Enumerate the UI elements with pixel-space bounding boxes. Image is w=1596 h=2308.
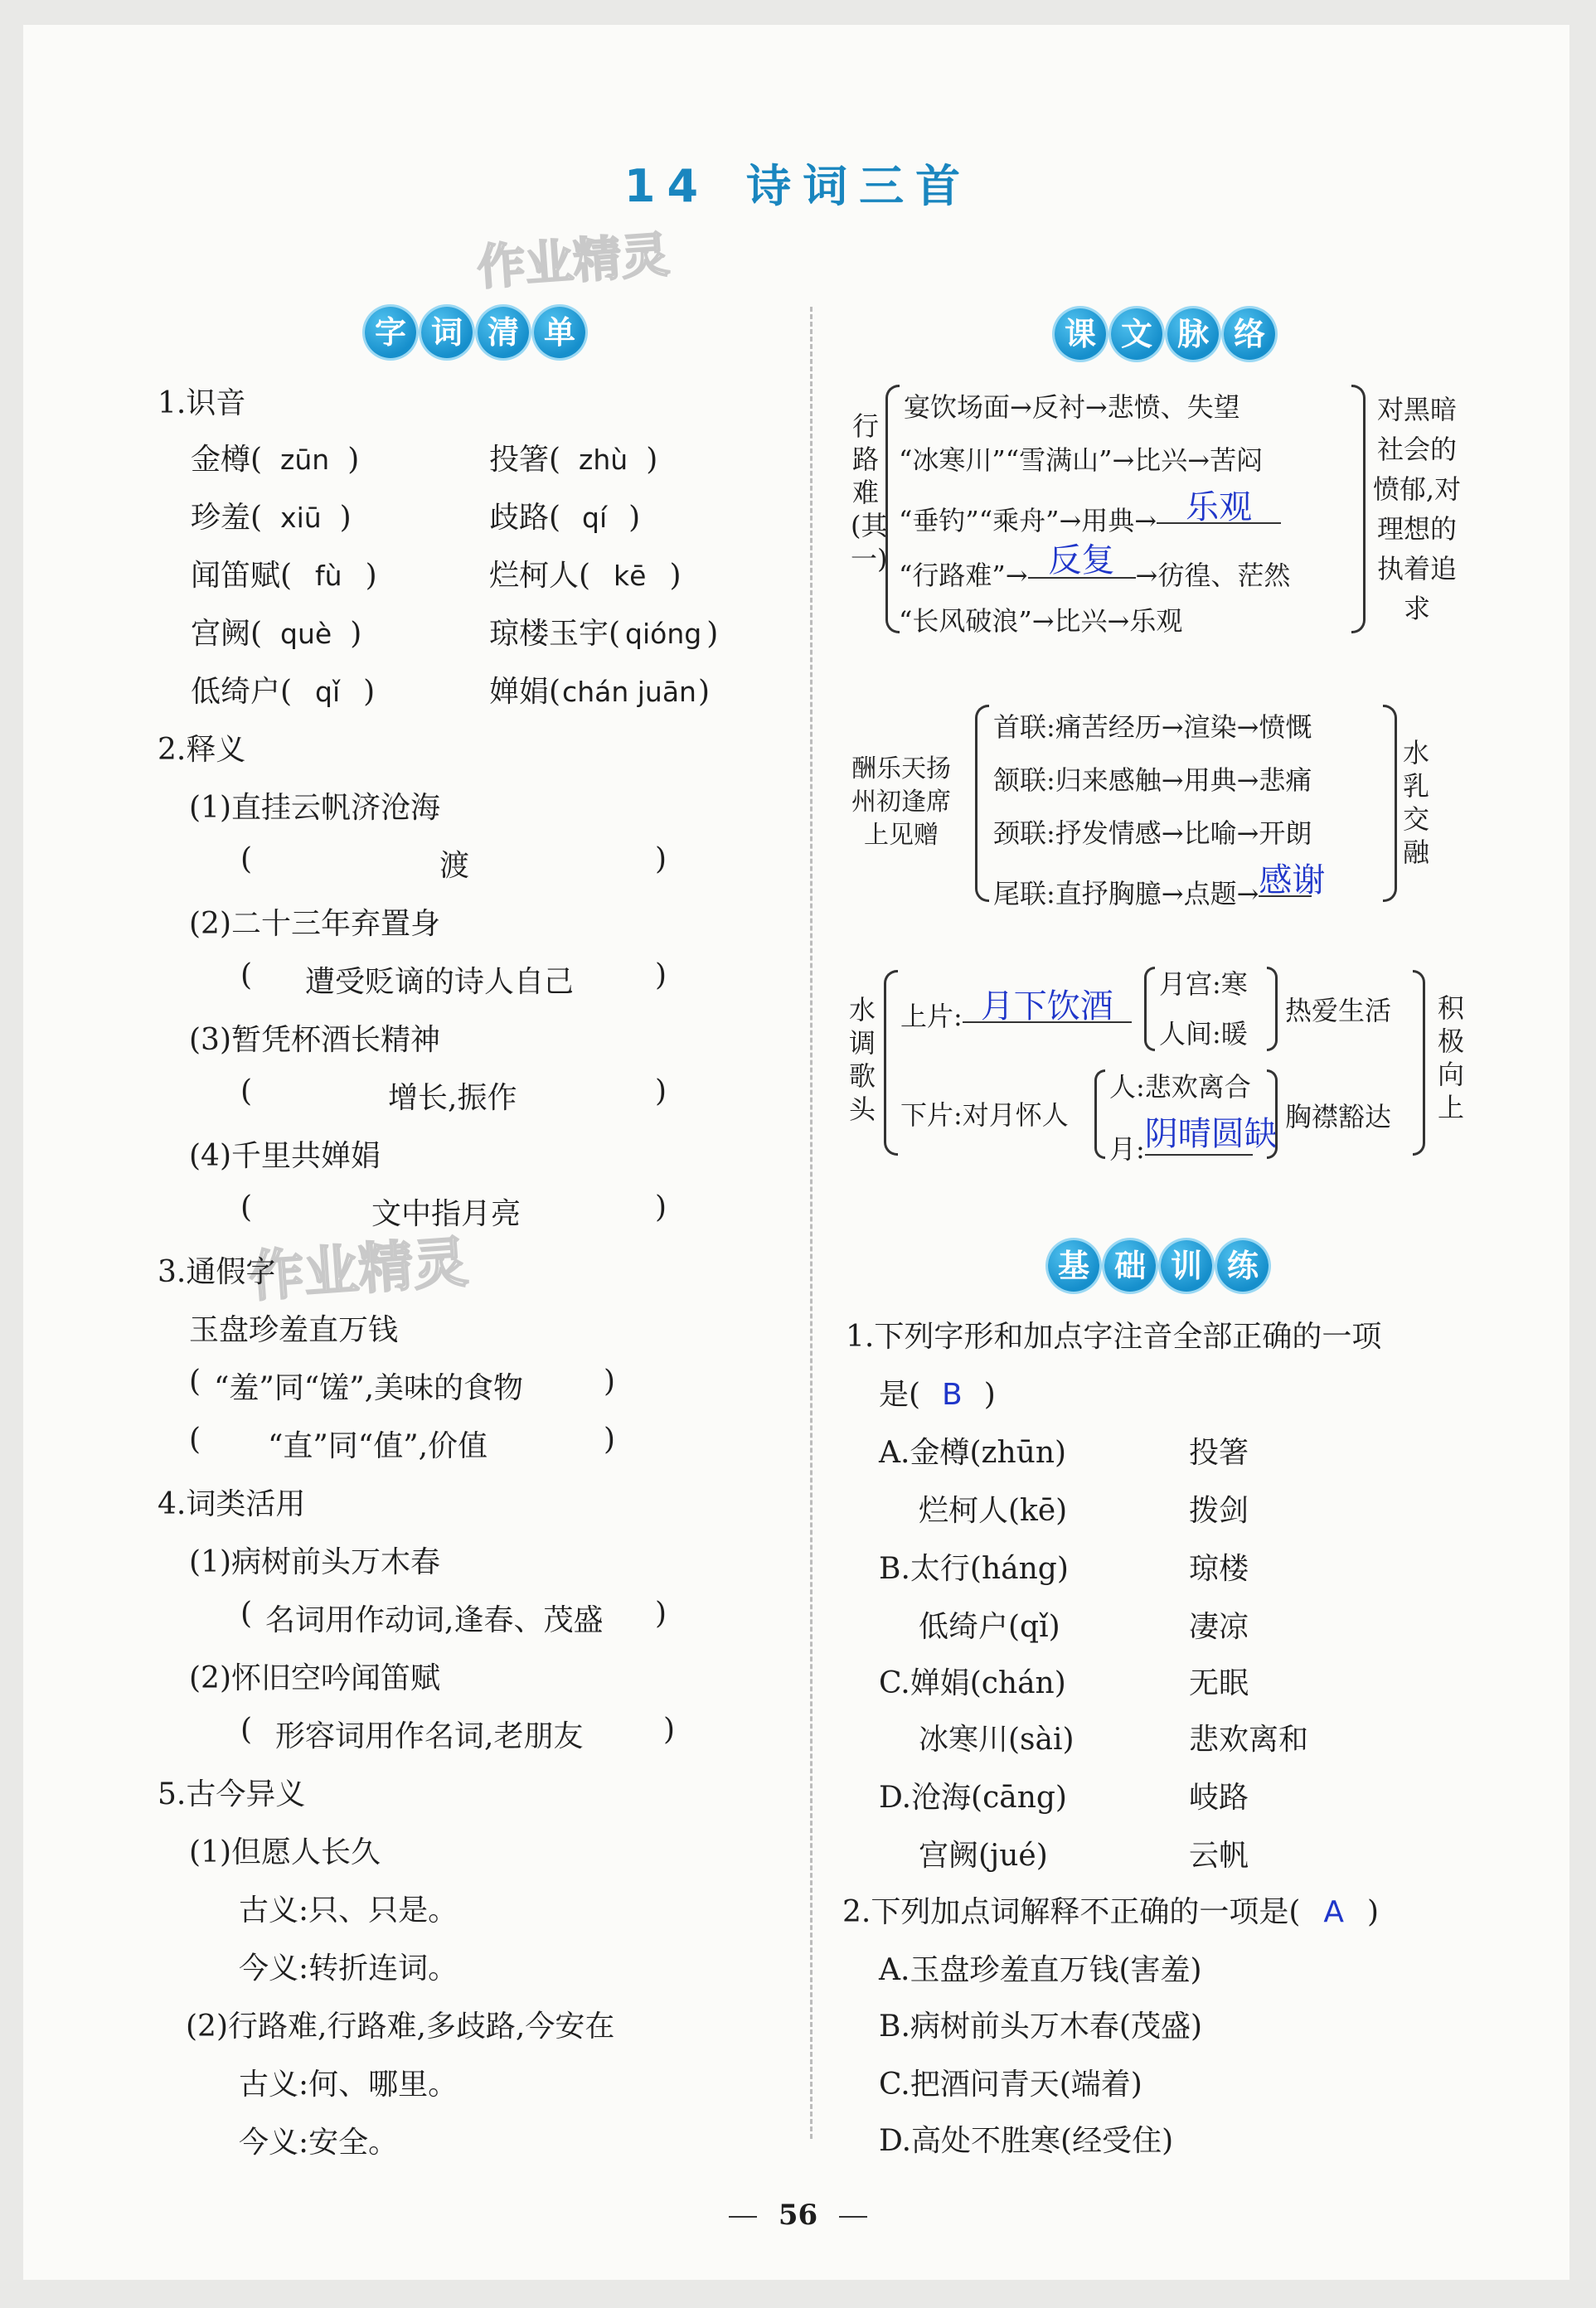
- answer-mark: A: [1323, 1895, 1345, 1929]
- section-heading: 3.通假字: [158, 1255, 276, 1289]
- option: 拨剑: [1189, 1494, 1249, 1528]
- pinyin-item: 婵娟(chán juān): [489, 675, 710, 709]
- pinyin-item: 金樽( zūn ): [191, 443, 360, 477]
- fill-answer: 阴晴圆缺: [1144, 1115, 1278, 1153]
- fill-answer: 感谢: [1259, 861, 1326, 899]
- option: 琼楼: [1189, 1552, 1249, 1586]
- diagram-row: 下片:对月怀人: [900, 1099, 1069, 1131]
- diagram-row: 首联:痛苦经历→渲染→愤慨: [993, 711, 1312, 743]
- meaning-new: 今义:转折连词。: [239, 1952, 458, 1986]
- question-line: (4)千里共婵娟: [189, 1139, 381, 1173]
- diagram-row: 颈联:抒发情感→比喻→开朗: [993, 817, 1312, 849]
- example-line: 玉盘珍羞直万钱: [189, 1313, 399, 1347]
- pinyin-item: 珍羞( xiū ): [191, 501, 352, 535]
- question: 2.下列加点词解释不正确的一项是( A ): [842, 1895, 1380, 1929]
- answer-line: ( 增长,振作 ): [240, 1074, 667, 1115]
- diagram-row: 月宫:寒: [1159, 968, 1248, 1000]
- column-divider: [810, 307, 813, 2139]
- question-line: (2)怀旧空吟闻笛赋: [189, 1661, 440, 1695]
- option: C.把酒问青天(端着): [879, 2068, 1142, 2102]
- option: A.玉盘珍羞直万钱(害羞): [879, 1953, 1202, 1987]
- option: D.沧海(cāng): [879, 1781, 1067, 1815]
- diagram-row: “冰寒川”“雪满山”→比兴→苦闷: [899, 444, 1264, 476]
- question-line: (3)暂凭杯酒长精神: [189, 1023, 440, 1057]
- option: A.金樽(zhūn): [879, 1436, 1067, 1470]
- option: 投箸: [1189, 1436, 1249, 1470]
- option: 烂柯人(kē): [919, 1494, 1068, 1528]
- section-heading: 1.识音: [158, 386, 246, 420]
- banner-exercise: 基 础 训 练: [1048, 1240, 1269, 1292]
- diagram-row: 人:悲欢离合: [1109, 1071, 1251, 1103]
- diagram-row: 上片: 月下饮酒: [900, 988, 1132, 1034]
- option: D.高处不胜寒(经受住): [879, 2124, 1174, 2158]
- banner-structure: 课 文 脉 络: [1055, 308, 1275, 360]
- brace: [1351, 385, 1366, 633]
- option: 云帆: [1189, 1839, 1249, 1873]
- diagram-row: 宴饮场面→反衬→悲愤、失望: [904, 391, 1240, 423]
- brace: [885, 385, 900, 633]
- diagram-row: “行路难”→ 反复 →彷徨、茫然: [899, 541, 1291, 591]
- pinyin-item: 歧路( qí ): [489, 501, 641, 535]
- section-heading: 2.释义: [158, 733, 246, 767]
- pinyin-item: 烂柯人( kē ): [489, 559, 682, 593]
- diagram-row: 颔联:归来感触→用典→悲痛: [993, 764, 1312, 796]
- diagram-row: 热爱生活: [1285, 995, 1392, 1026]
- question-line: (1)但愿人长久: [189, 1835, 381, 1869]
- brace: [1413, 970, 1425, 1156]
- question: 1.下列字形和加点字注音全部正确的一项: [846, 1320, 1382, 1354]
- brace: [1267, 1069, 1278, 1159]
- brace: [884, 970, 898, 1156]
- answer-line: ( 名词用作动词,逢春、茂盛 ): [240, 1597, 667, 1637]
- diagram-row: 月:阴晴圆缺: [1109, 1115, 1278, 1165]
- meaning-new: 今义:安全。: [239, 2126, 399, 2160]
- pinyin-item: 低绮户( qǐ ): [191, 675, 376, 709]
- answer-mark: B: [942, 1378, 963, 1412]
- pinyin-item: 宫阙( què ): [191, 617, 362, 651]
- option: B.太行(háng): [879, 1552, 1069, 1586]
- option: 岐路: [1189, 1781, 1249, 1815]
- question: 是( B ): [879, 1378, 996, 1412]
- pinyin-item: 闻笛赋( fù ): [191, 559, 377, 593]
- pinyin-item: 投箸( zhù ): [489, 443, 658, 477]
- banner-vocab: 字 词 清 单: [365, 307, 585, 358]
- fill-answer: 反复: [1048, 541, 1115, 579]
- diagram-summary: 对黑暗社会的愤郁,对理想的执着追求: [1372, 394, 1462, 624]
- question-line: (1)直挂云帆济沧海: [189, 791, 440, 825]
- diagram-row: 人间:暖: [1159, 1018, 1248, 1050]
- option: 低绮户(qǐ): [919, 1610, 1060, 1644]
- question-line: (1)病树前头万木春: [189, 1545, 440, 1579]
- fill-answer: 乐观: [1186, 488, 1253, 526]
- option: C.婵娟(chán): [879, 1666, 1066, 1700]
- diagram-label: 酬乐天扬州初逢席上见赠: [851, 754, 951, 850]
- page-number: 56: [0, 2199, 1596, 2232]
- brace: [1144, 967, 1155, 1051]
- answer-line: ( 形容词用作名词,老朋友 ): [240, 1713, 676, 1753]
- answer-line: ( 文中指月亮 ): [240, 1190, 667, 1231]
- diagram-summary: 积极向上: [1437, 992, 1464, 1123]
- diagram-label: 行路难(其一): [851, 410, 888, 575]
- brace: [1383, 705, 1397, 902]
- diagram-summary: 水乳交融: [1402, 737, 1429, 868]
- brace: [1267, 967, 1278, 1051]
- brace: [975, 705, 989, 902]
- fill-answer: 月下饮酒: [980, 987, 1113, 1026]
- option: 冰寒川(sài): [919, 1723, 1075, 1757]
- diagram-row: “垂钓”“乘舟”→用典→ 乐观: [899, 492, 1281, 538]
- option: 悲欢离和: [1189, 1723, 1309, 1757]
- option: 宫阙(jué): [919, 1839, 1048, 1873]
- meaning-old: 古义:只、只是。: [239, 1893, 458, 1927]
- answer-line: ( 渡 ): [240, 842, 667, 883]
- diagram-label: 水调歌头: [848, 994, 876, 1125]
- answer-line: ( “直”同“值”,价值 ): [189, 1423, 616, 1463]
- meaning-old: 古义:何、哪里。: [239, 2068, 458, 2102]
- answer-line: ( 遭受贬谪的诗人自己 ): [240, 958, 667, 999]
- diagram-row: 胸襟豁达: [1285, 1101, 1392, 1132]
- watermark: 作业精灵: [247, 1229, 470, 1310]
- option: B.病树前头万木春(茂盛): [879, 2010, 1202, 2044]
- pinyin-item: 琼楼玉宇( qióng ): [489, 617, 719, 651]
- watermark: 作业精灵: [475, 225, 672, 296]
- diagram-row: 尾联:直抒胸臆→点题→感谢: [993, 861, 1326, 909]
- answer-line: ( “羞”同“馐”,美味的食物 ): [189, 1365, 616, 1405]
- section-heading: 5.古今异义: [158, 1777, 306, 1811]
- page-title: 14 诗词三首: [623, 160, 973, 212]
- question-line: (2)行路难,行路难,多歧路,今安在: [186, 2010, 615, 2044]
- option: 无眠: [1189, 1666, 1249, 1700]
- question-line: (2)二十三年弃置身: [189, 907, 440, 941]
- diagram-row: “长风破浪”→比兴→乐观: [899, 605, 1183, 637]
- brace: [1094, 1069, 1105, 1159]
- option: 凄凉: [1189, 1610, 1249, 1644]
- section-heading: 4.词类活用: [158, 1487, 306, 1521]
